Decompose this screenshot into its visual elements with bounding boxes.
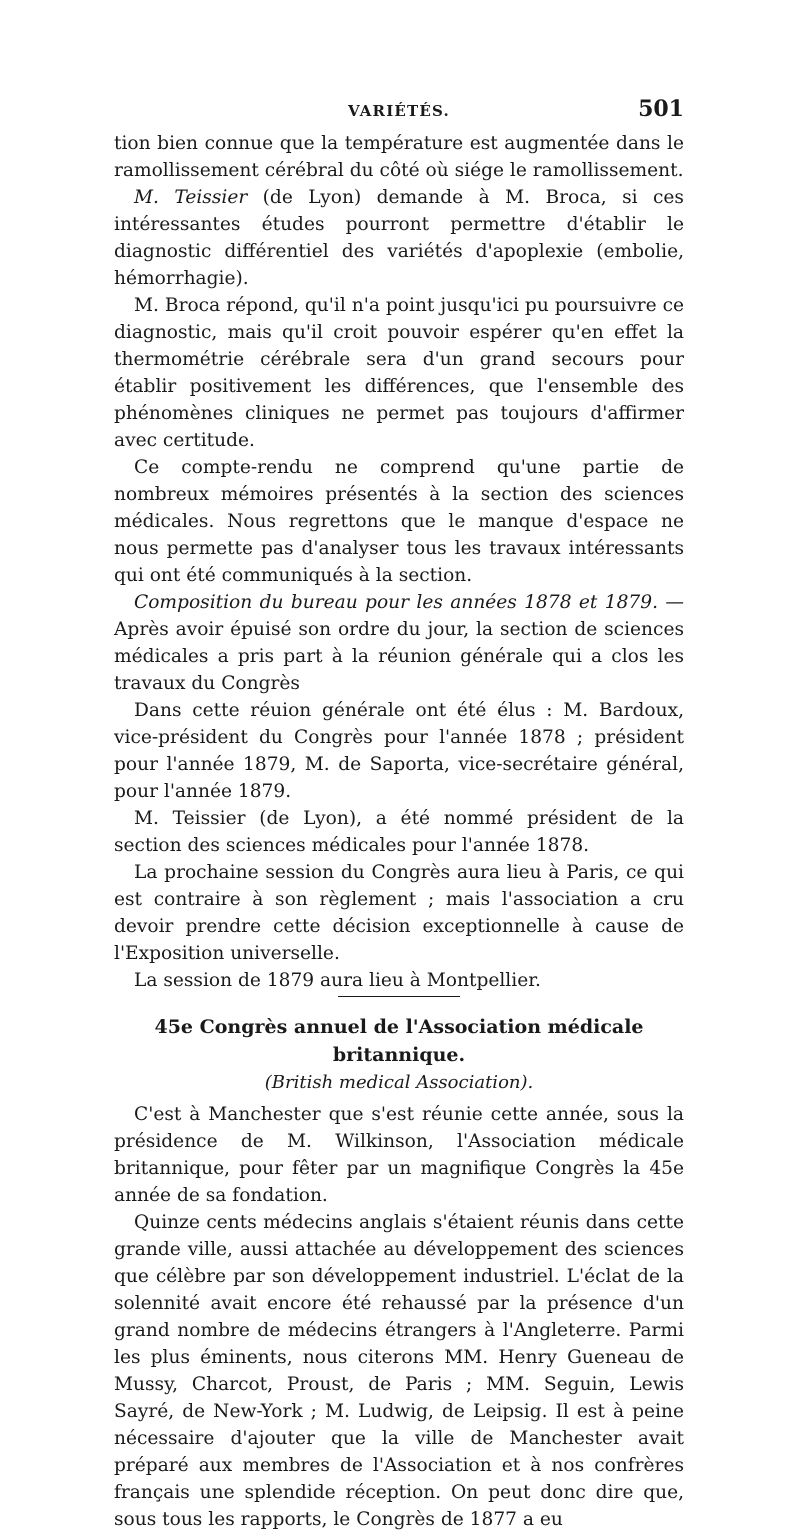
paragraph-text: Quinze cents médecins anglais s'étaient réunis dans cette grande ville, aussi attachée au développement des sciences que célèbre par son développement industriel. L'éclat de la solennité avait encore été rehaussé par la présence d'un grand nombre de médecins étrangers à l'Angleterre. Parmi les plus éminents, nous citerons MM. Henry Gueneau de Mussy, Charcot, Proust, de Paris ; MM. Seguin, Lewis Sayré, de New-York ; M. Ludwig, de Leipsig. Il est à peine nécessaire d'ajouter que la ville de Manchester avait préparé aux membres de l'Association et à nos confrères français une splendide réception. On peut donc dire que, sous tous les rapports, le Congrès de 1877 a eu [114,1212,684,1530]
speaker-name: M. Teissier [134,187,248,208]
paragraph [114,1209,684,1533]
paragraph-text: M. Broca répond, qu'il n'a point jusqu'ici pu poursuivre ce diagnostic, mais qu'il croit pouvoir espérer qu'en effet la thermométrie cérébrale sera d'un grand secours pour établir positivement les différences, que l'ensemble des phénomènes cliniques ne permet pas toujours d'affirmer avec certitude. [114,295,684,451]
paragraph-text: La prochaine session du Congrès aura lieu à Paris, ce qui est contraire à son règlement ; mais l'association a cru devoir prendre cette décision exceptionnelle à cause de l'Exposition universelle. [114,862,684,964]
paragraph-text: M. Teissier (de Lyon), a été nommé président de la section des sciences médicales pour l'année 1878. [114,808,684,856]
section-heading: 45e Congrès annuel de l'Association médicale britannique. [154,1016,644,1066]
section-divider [338,996,460,997]
paragraph [114,697,684,805]
paragraph [114,967,684,994]
paragraph-text: — Après avoir épuisé son ordre du jour, la section de sciences médicales a pris part à la réunion générale qui a clos les travaux du Congrès [114,592,684,694]
running-head [114,96,684,130]
paragraph-text: (de Lyon) demande à M. Broca, si ces intéressantes études pourront permettre d'établir le diagnostic différentiel des variétés d'apoplexie (embolie, hémorrhagie). [114,187,684,289]
book-page [114,96,684,1533]
paragraph [114,130,684,184]
section-subheading: (British medical Association). [264,1072,534,1093]
paragraph [114,454,684,589]
paragraph [114,805,684,859]
paragraph [114,184,684,292]
paragraph [114,589,684,697]
paragraph [114,859,684,967]
paragraph-text: tion bien connue que la température est augmentée dans le ramollissement cérébral du côté où siége le ramollissement. [114,133,684,181]
page-number: 501 [638,96,684,122]
paragraph [114,292,684,454]
paragraph [114,1101,684,1209]
paragraph-text: La session de 1879 aura lieu à Montpellier. [134,970,541,991]
paragraph-text: Ce compte-rendu ne comprend qu'une partie de nombreux mémoires présentés à la section des sciences médicales. Nous regrettons que le manque d'espace ne nous permette pas d'analyser tous les travaux intéressants qui ont été communiqués à la section. [114,457,684,586]
running-title: VARIÉTÉS. [348,102,450,120]
article-body [114,130,684,1533]
paragraph-text: C'est à Manchester que s'est réunie cette année, sous la présidence de M. Wilkinson, l'Association médicale britannique, pour fêter par un magnifique Congrès la 45e année de sa fondation. [114,1104,684,1206]
paragraph-text: Dans cette réuion générale ont été élus : M. Bardoux, vice-président du Congrès pour l'année 1878 ; président pour l'année 1879, M. de Saporta, vice-secrétaire général, pour l'année 1879. [114,700,684,802]
subsection-title: Composition du bureau pour les années 1878 et 1879. [134,592,659,613]
